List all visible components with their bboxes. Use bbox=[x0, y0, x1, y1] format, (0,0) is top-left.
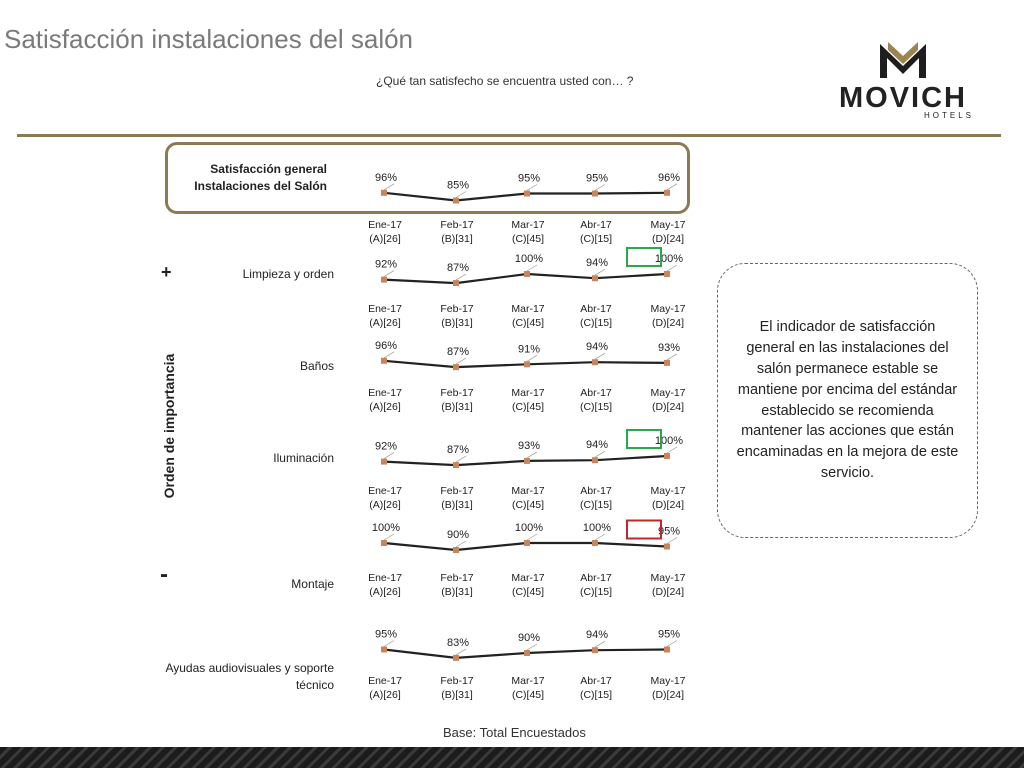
data-point-0-2 bbox=[524, 191, 530, 197]
label-leader-1-3 bbox=[595, 269, 605, 275]
label-leader-2-1 bbox=[456, 358, 466, 364]
x-tick-label-1-1-0: Feb-17 bbox=[440, 303, 474, 315]
x-tick-label-2-2-1: (C)[45] bbox=[511, 401, 545, 413]
data-label-4-4: 95% bbox=[657, 525, 681, 538]
data-point-1-3 bbox=[592, 275, 598, 281]
label-leader-4-2 bbox=[527, 534, 537, 540]
x-tick-label-0-2-1: (C)[45] bbox=[511, 233, 545, 245]
x-tick-label-1-1-1: (B)[31] bbox=[441, 317, 473, 329]
data-point-5-0 bbox=[381, 647, 387, 653]
data-label-5-3: 94% bbox=[585, 629, 609, 642]
x-tick-label-0-4-0: May-17 bbox=[650, 219, 686, 231]
x-tick-label-4-2-0: Mar-17 bbox=[511, 572, 545, 584]
data-label-4-1: 90% bbox=[446, 529, 470, 541]
data-point-2-2 bbox=[524, 361, 530, 367]
label-leader-0-2 bbox=[527, 185, 537, 191]
importance-minus: - bbox=[160, 561, 168, 588]
label-leader-2-4 bbox=[667, 354, 677, 360]
x-tick-label-1-4-0: May-17 bbox=[650, 303, 686, 315]
x-tick-label-1-4-1: (D)[24] bbox=[651, 317, 685, 329]
x-tick-label-3-1-0: Feb-17 bbox=[440, 485, 474, 497]
data-label-1-4: 100% bbox=[654, 253, 684, 265]
data-point-3-3 bbox=[592, 457, 598, 463]
row-label-limpieza: Limpieza y orden bbox=[242, 267, 334, 281]
label-leader-0-1 bbox=[456, 192, 466, 198]
x-tick-label-2-0-1: (A)[26] bbox=[369, 401, 401, 413]
x-tick-label-2-0-0: Ene-17 bbox=[368, 387, 402, 399]
x-tick-label-1-2-0: Mar-17 bbox=[511, 303, 545, 315]
highlight-box-4 bbox=[627, 521, 661, 539]
data-label-5-4: 95% bbox=[657, 628, 681, 641]
data-label-5-1: 83% bbox=[446, 636, 470, 649]
x-tick-label-3-4-0: May-17 bbox=[650, 485, 686, 497]
data-label-4-3: 100% bbox=[582, 522, 612, 534]
data-point-0-3 bbox=[592, 191, 598, 197]
data-point-2-4 bbox=[664, 360, 670, 366]
data-point-5-4 bbox=[664, 647, 670, 653]
label-leader-4-0 bbox=[384, 534, 394, 540]
row-label-banos: Baños bbox=[299, 359, 334, 373]
label-leader-3-2 bbox=[527, 452, 537, 458]
x-tick-label-4-1-0: Feb-17 bbox=[440, 572, 474, 584]
x-tick-label-0-2-0: Mar-17 bbox=[511, 219, 545, 231]
x-tick-label-5-2-0: Mar-17 bbox=[511, 675, 545, 687]
x-tick-label-3-2-1: (C)[45] bbox=[511, 499, 545, 511]
x-tick-label-5-4-0: May-17 bbox=[650, 675, 686, 687]
x-tick-label-2-2-0: Mar-17 bbox=[511, 387, 545, 399]
label-leader-3-1 bbox=[456, 456, 466, 462]
x-tick-label-4-1-1: (B)[31] bbox=[441, 586, 473, 598]
row-label-ayudas: Ayudas audiovisuales y soporte técnico bbox=[165, 661, 334, 692]
data-point-5-3 bbox=[592, 647, 598, 653]
page-title: Satisfacción instalaciones del salón bbox=[4, 24, 414, 54]
importance-axis-label: Orden de importancia bbox=[161, 353, 177, 499]
x-tick-label-2-4-1: (D)[24] bbox=[651, 401, 685, 413]
data-point-1-0 bbox=[381, 277, 387, 283]
label-leader-0-3 bbox=[595, 185, 605, 191]
x-tick-label-5-0-1: (A)[26] bbox=[369, 689, 401, 701]
x-tick-label-5-3-1: (C)[15] bbox=[579, 689, 613, 701]
label-leader-1-1 bbox=[456, 274, 466, 280]
data-label-3-1: 87% bbox=[446, 444, 470, 457]
label-leader-0-0 bbox=[384, 184, 394, 190]
label-leader-3-0 bbox=[384, 453, 394, 459]
x-tick-label-3-0-0: Ene-17 bbox=[368, 485, 402, 497]
data-point-2-3 bbox=[592, 359, 598, 365]
x-tick-label-3-3-1: (C)[15] bbox=[579, 499, 613, 511]
data-point-4-3 bbox=[592, 540, 598, 546]
data-point-4-4 bbox=[664, 544, 670, 550]
data-point-3-4 bbox=[664, 453, 670, 459]
x-tick-label-5-2-1: (C)[45] bbox=[511, 689, 545, 701]
data-point-5-2 bbox=[524, 650, 530, 656]
row-label-iluminacion: Iluminación bbox=[273, 451, 334, 465]
data-label-3-4: 100% bbox=[654, 435, 684, 447]
label-leader-1-0 bbox=[384, 271, 394, 277]
logo-word: MOVICH bbox=[839, 82, 967, 114]
row-label-montaje: Montaje bbox=[291, 577, 334, 591]
label-leader-2-3 bbox=[595, 353, 605, 359]
x-tick-label-0-1-0: Feb-17 bbox=[440, 219, 474, 231]
x-tick-label-2-1-0: Feb-17 bbox=[440, 387, 474, 399]
x-tick-label-3-2-0: Mar-17 bbox=[511, 485, 545, 497]
data-label-5-2: 90% bbox=[517, 632, 541, 644]
x-tick-label-4-4-0: May-17 bbox=[650, 572, 686, 584]
x-tick-label-5-4-1: (D)[24] bbox=[651, 689, 685, 701]
data-point-2-1 bbox=[453, 364, 459, 370]
data-point-1-2 bbox=[524, 271, 530, 277]
x-tick-label-2-4-0: May-17 bbox=[650, 387, 686, 399]
data-label-0-3: 95% bbox=[585, 172, 609, 185]
x-tick-label-1-3-0: Abr-17 bbox=[580, 303, 612, 315]
label-leader-3-4 bbox=[667, 447, 677, 453]
x-tick-label-2-1-1: (B)[31] bbox=[441, 401, 473, 413]
data-label-0-1: 85% bbox=[446, 179, 470, 192]
data-label-3-3: 94% bbox=[585, 439, 609, 452]
x-tick-label-4-0-0: Ene-17 bbox=[368, 572, 402, 584]
data-label-2-0: 96% bbox=[374, 339, 398, 352]
data-label-2-2: 91% bbox=[517, 343, 541, 356]
importance-plus: + bbox=[161, 262, 172, 282]
data-label-1-3: 94% bbox=[585, 257, 609, 270]
data-label-3-2: 93% bbox=[517, 439, 541, 452]
data-label-1-2: 100% bbox=[514, 253, 544, 265]
data-point-5-1 bbox=[453, 655, 459, 661]
x-tick-label-2-3-1: (C)[15] bbox=[579, 401, 613, 413]
data-point-4-0 bbox=[381, 540, 387, 546]
x-tick-label-4-2-1: (C)[45] bbox=[511, 586, 545, 598]
logo-subtitle: HOTELS bbox=[923, 111, 974, 120]
x-tick-label-1-0-0: Ene-17 bbox=[368, 303, 402, 315]
data-point-0-4 bbox=[664, 190, 670, 196]
data-label-2-4: 93% bbox=[657, 341, 681, 354]
x-tick-label-1-3-1: (C)[15] bbox=[579, 317, 613, 329]
x-tick-label-1-0-1: (A)[26] bbox=[369, 317, 401, 329]
label-leader-0-4 bbox=[667, 184, 677, 190]
x-tick-label-4-3-0: Abr-17 bbox=[580, 572, 612, 584]
x-tick-label-3-3-0: Abr-17 bbox=[580, 485, 612, 497]
label-leader-5-1 bbox=[456, 649, 466, 655]
data-label-0-4: 96% bbox=[657, 171, 681, 184]
data-label-4-0: 100% bbox=[371, 522, 401, 534]
data-point-0-1 bbox=[453, 198, 459, 204]
data-point-0-0 bbox=[381, 190, 387, 196]
x-tick-label-1-2-1: (C)[45] bbox=[511, 317, 545, 329]
data-point-3-1 bbox=[453, 462, 459, 468]
x-tick-label-4-4-1: (D)[24] bbox=[651, 586, 685, 598]
x-tick-label-5-1-1: (B)[31] bbox=[441, 689, 473, 701]
x-tick-label-3-4-1: (D)[24] bbox=[651, 499, 685, 511]
data-point-1-4 bbox=[664, 271, 670, 277]
label-leader-4-3 bbox=[595, 534, 605, 540]
label-leader-1-4 bbox=[667, 265, 677, 271]
x-tick-label-2-3-0: Abr-17 bbox=[580, 387, 612, 399]
data-label-3-0: 92% bbox=[374, 440, 398, 453]
x-tick-label-0-4-1: (D)[24] bbox=[651, 233, 685, 245]
x-tick-label-0-1-1: (B)[31] bbox=[441, 233, 473, 245]
data-point-3-2 bbox=[524, 458, 530, 464]
data-label-5-0: 95% bbox=[374, 628, 398, 641]
label-leader-2-2 bbox=[527, 355, 537, 361]
x-tick-label-0-3-1: (C)[15] bbox=[579, 233, 613, 245]
x-tick-label-4-3-1: (C)[15] bbox=[579, 586, 613, 598]
x-tick-label-0-0-1: (A)[26] bbox=[369, 233, 401, 245]
x-tick-label-3-0-1: (A)[26] bbox=[369, 499, 401, 511]
x-tick-label-5-3-0: Abr-17 bbox=[580, 675, 612, 687]
base-note: Base: Total Encuestados bbox=[443, 725, 586, 740]
label-leader-2-0 bbox=[384, 352, 394, 358]
data-label-1-0: 92% bbox=[374, 258, 398, 271]
conclusion-note bbox=[717, 263, 978, 538]
data-point-4-1 bbox=[453, 547, 459, 553]
data-label-2-1: 87% bbox=[446, 346, 470, 359]
data-label-4-2: 100% bbox=[514, 522, 544, 534]
data-label-0-2: 95% bbox=[517, 172, 541, 185]
label-leader-5-0 bbox=[384, 641, 394, 647]
label-leader-5-2 bbox=[527, 644, 537, 650]
data-label-0-0: 96% bbox=[374, 171, 398, 184]
x-tick-label-0-0-0: Ene-17 bbox=[368, 219, 402, 231]
survey-question: ¿Qué tan satisfecho se encuentra usted con… ? bbox=[376, 74, 634, 88]
data-label-2-3: 94% bbox=[585, 341, 609, 354]
label-leader-3-3 bbox=[595, 451, 605, 457]
data-point-2-0 bbox=[381, 358, 387, 364]
data-point-1-1 bbox=[453, 280, 459, 286]
x-tick-label-5-1-0: Feb-17 bbox=[440, 675, 474, 687]
x-tick-label-0-3-0: Abr-17 bbox=[580, 219, 612, 231]
row-label-general: Satisfacción general Instalaciones del Salón bbox=[194, 162, 327, 193]
x-tick-label-4-0-1: (A)[26] bbox=[369, 586, 401, 598]
conclusion-text: El indicador de satisfacción general en las instalaciones del salón permanece estable se mantiene por encima del estándar establecido se recomienda mantener las acciones que están encaminadas en la mejora de este servicio. bbox=[736, 319, 959, 481]
x-tick-label-5-0-0: Ene-17 bbox=[368, 675, 402, 687]
data-label-1-1: 87% bbox=[446, 262, 470, 275]
data-point-3-0 bbox=[381, 459, 387, 465]
label-leader-5-4 bbox=[667, 641, 677, 647]
footer-band bbox=[0, 747, 1024, 768]
label-leader-5-3 bbox=[595, 641, 605, 647]
label-leader-1-2 bbox=[527, 265, 537, 271]
label-leader-4-4 bbox=[667, 538, 677, 544]
data-point-4-2 bbox=[524, 540, 530, 546]
label-leader-4-1 bbox=[456, 541, 466, 547]
x-tick-label-3-1-1: (B)[31] bbox=[441, 499, 473, 511]
